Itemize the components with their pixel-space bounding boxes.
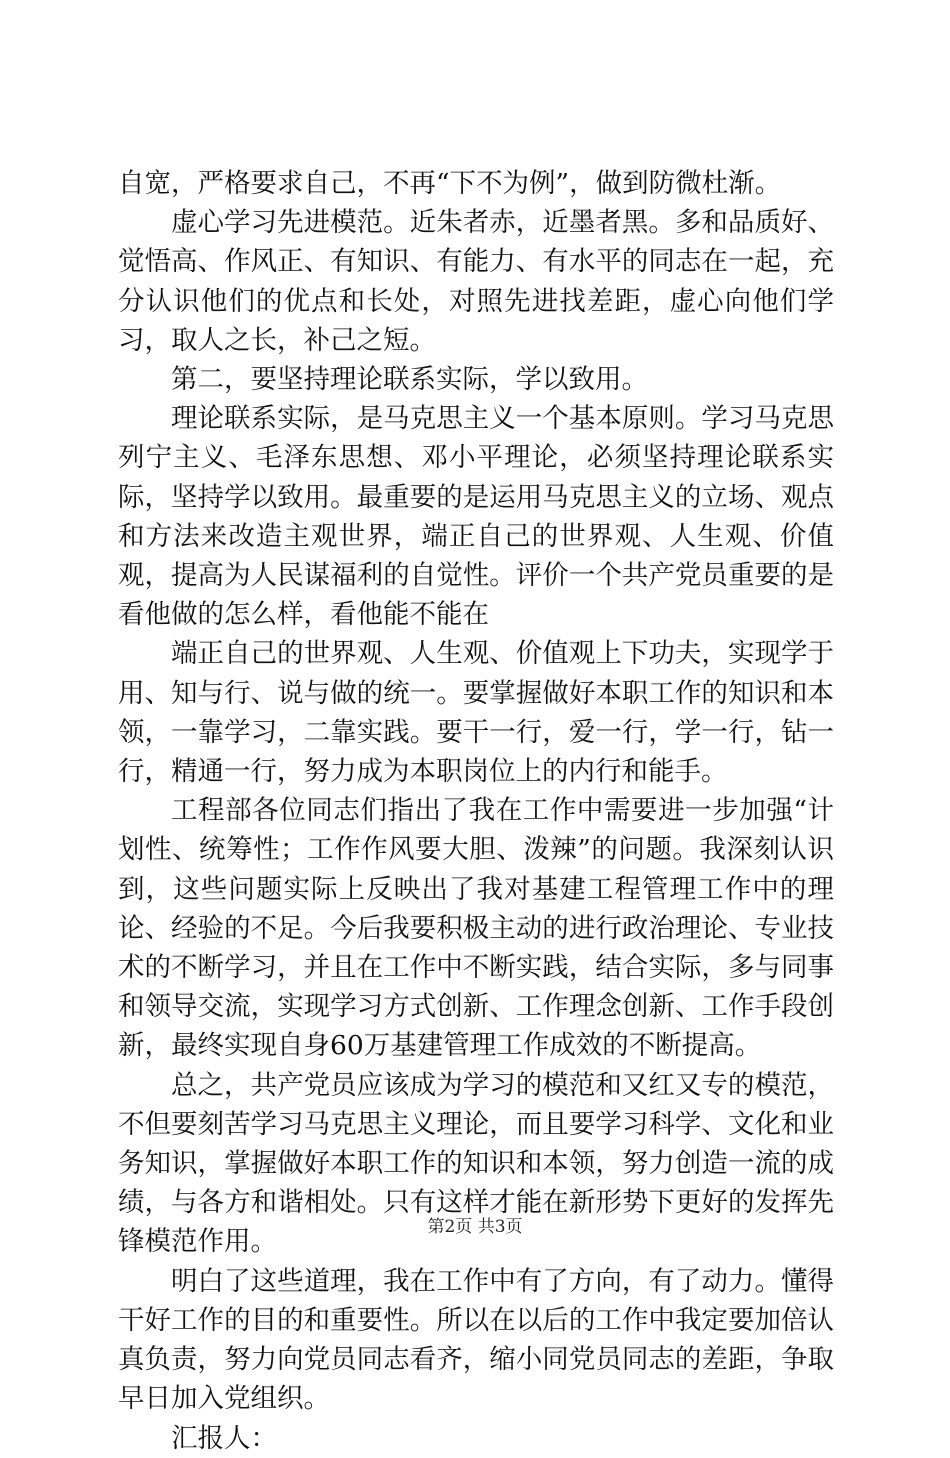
- paragraph-worldview: 端正自己的世界观、人生观、价值观上下功夫，实现学于用、知与行、说与做的统一。要掌握做好本职工作的知识和本领，一靠学习，二靠实践。要干一行，爱一行，学一行，钻一行，精通一行，努力成为本职岗位上的内行和能手。: [118, 638, 834, 788]
- page-number-footer: 第2页 共3页: [427, 1217, 523, 1237]
- paragraph-continuation: 自宽，严格要求自己，不再“下不为例”，做到防微杜渐。: [118, 168, 782, 199]
- document-body: [118, 164, 834, 1458]
- paragraph-theory-practice: 理论联系实际，是马克思主义一个基本原则。学习马克思列宁主义、毛泽东思想、邓小平理论，必须坚持理论联系实际，坚持学以致用。最重要的是运用马克思主义的立场、观点和方法来改造主观世界，端正自己的世界观、人生观、价值观，提高为人民谋福利的自觉性。评价一个共产党员重要的是看他做的怎么样，看他能不能在: [118, 403, 834, 631]
- paragraph-heading-second: 第二，要坚持理论联系实际，学以致用。: [171, 364, 648, 396]
- paragraph-conclusion: 明白了这些道理，我在工作中有了方向，有了动力。懂得干好工作的目的和重要性。所以在以后的工作中我定要加倍认真负责，努力向党员同志看齐，缩小同党员同志的差距，争取早日加入党组织。: [118, 1265, 834, 1415]
- reporter-label: 汇报人：: [171, 1422, 277, 1454]
- paragraph-summary: 总之，共产党员应该成为学习的模范和又红又专的模范，不但要刻苦学习马克思主义理论，而且要学习科学、文化和业务知识，掌握做好本职工作的知识和本领，努力创造一流的成绩，与各方和谐相处。只有这样才能在新形势下更好的发挥先锋模范作用。: [118, 1069, 834, 1258]
- paragraph-engineering-feedback: 工程部各位同志们指出了我在工作中需要进一步加强“计划性、统筹性；工作作风要大胆、泼辣”的问题。我深刻认识到，这些问题实际上反映出了我对基建工程管理工作中的理论、经验的不足。今后我要积极主动的进行政治理论、专业技术的不断学习，并且在工作中不断实践，结合实际，多与同事和领导交流，实现学习方式创新、工作理念创新、工作手段创新，最终实现自身60万基建管理工作成效的不断提高。: [118, 795, 834, 1062]
- paragraph-learn-from-models: 虚心学习先进模范。近朱者赤，近墨者黑。多和品质好、觉悟高、作风正、有知识、有能力、有水平的同志在一起，充分认识他们的优点和长处，对照先进找差距，虚心向他们学习，取人之长，补己之短。: [118, 207, 834, 356]
